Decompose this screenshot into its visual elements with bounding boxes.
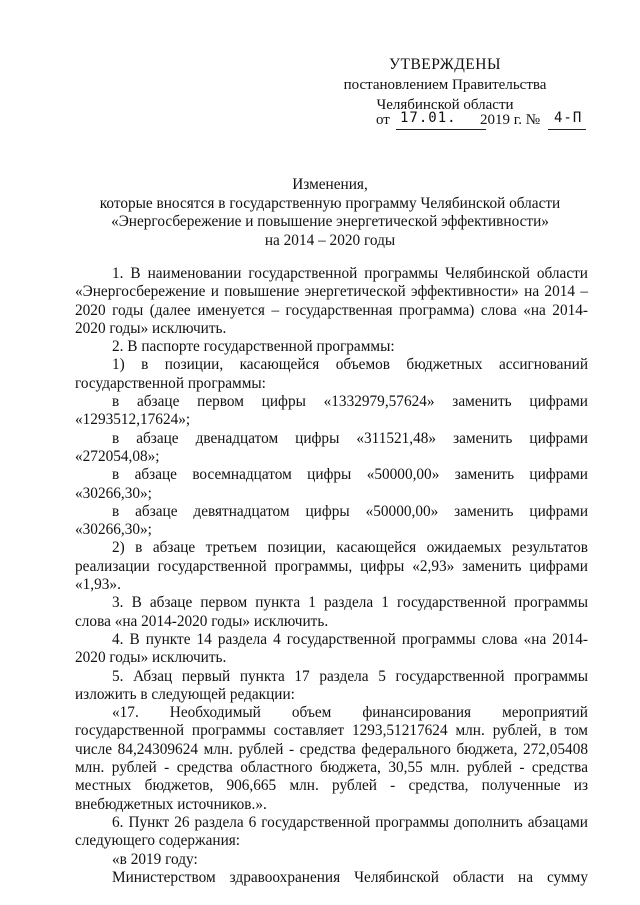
paragraph: 2) в абзаце третьем позиции, касающейся ожидаемых результатов реализации государственной программы, цифры «2,93» заменить цифрами «1,93».: [75, 539, 588, 594]
document-body: [75, 265, 588, 887]
paragraph: 1) в позиции, касающейся объемов бюджетных ассигнований государственной программы:: [75, 356, 588, 392]
paragraph: 5. Абзац первый пункта 17 раздела 5 государственной программы изложить в следующей редакции:: [75, 667, 588, 703]
approval-line-2: Челябинской области: [376, 97, 514, 113]
heading-line-2: которые вносятся в государственную программу Челябинской области: [99, 194, 561, 212]
heading-line-4: на 2014 – 2020 годы: [264, 231, 396, 249]
paragraph: «в 2019 году:: [112, 850, 198, 868]
paragraph: 1. В наименовании государственной программы Челябинской области «Энергосбережение и повышение энергетической эффективности» на 2014 – 2020 годы (далее именуется – государственная программа) слова «на 2014-2020 годы» исключить.: [75, 265, 588, 337]
paragraph: 3. В абзаце первом пункта 1 раздела 1 государственной программы слова «на 2014-2020 годы» исключить.: [75, 594, 588, 630]
number-underline: [548, 129, 586, 130]
approval-title: УТВЕРЖДЕНЫ: [389, 56, 501, 73]
order-from-prefix: от: [376, 112, 390, 128]
paragraph: 6. Пункт 26 раздела 6 государственной программы дополнить абзацами следующего содержания:: [75, 813, 588, 850]
heading-line-1: Изменения,: [292, 176, 368, 193]
paragraph: в абзаце восемнадцатом цифры «50000,00» заменить цифрами «30266,30»;: [75, 466, 588, 502]
date-underline: [396, 129, 486, 130]
order-year: 2019 г. №: [480, 112, 541, 128]
paragraph: в абзаце девятнадцатом цифры «50000,00» заменить цифрами «30266,30»;: [75, 502, 588, 539]
order-date-line: [376, 112, 586, 134]
order-date: 17.01.: [400, 110, 457, 126]
approval-block: [310, 55, 580, 115]
document-heading: [40, 176, 620, 250]
paragraph: в абзаце двенадцатом цифры «311521,48» заменить цифрами «272054,08»;: [75, 429, 588, 465]
order-number: 4-П: [554, 110, 583, 126]
paragraph: 2. В паспорте государственной программы:: [112, 338, 395, 356]
paragraph: Министерством здравоохранения Челябинской области на сумму: [112, 868, 588, 886]
heading-line-3: «Энергосбережение и повышение энергетической эффективности»: [111, 213, 549, 230]
paragraph: 4. В пункте 14 раздела 4 государственной программы слова «на 2014-2020 годы» исключить.: [75, 630, 588, 667]
approval-line-1: постановлением Правительства: [343, 77, 547, 93]
paragraph: в абзаце первом цифры «1332979,57624» заменить цифрами «1293512,17624»;: [75, 393, 588, 429]
paragraph: «17. Необходимый объем финансирования мероприятий государственной программы составляет 1293,51217624 млн. рублей, в том числе 84,24309624 млн. рублей - средства федерального бюджета, 272,05408 млн. рублей - средства областного бюджета, 30,55 млн. рублей - средства местных бюджетов, 906,665 млн. рублей - средства, полученные из внебюджетных источников.».: [75, 704, 588, 813]
